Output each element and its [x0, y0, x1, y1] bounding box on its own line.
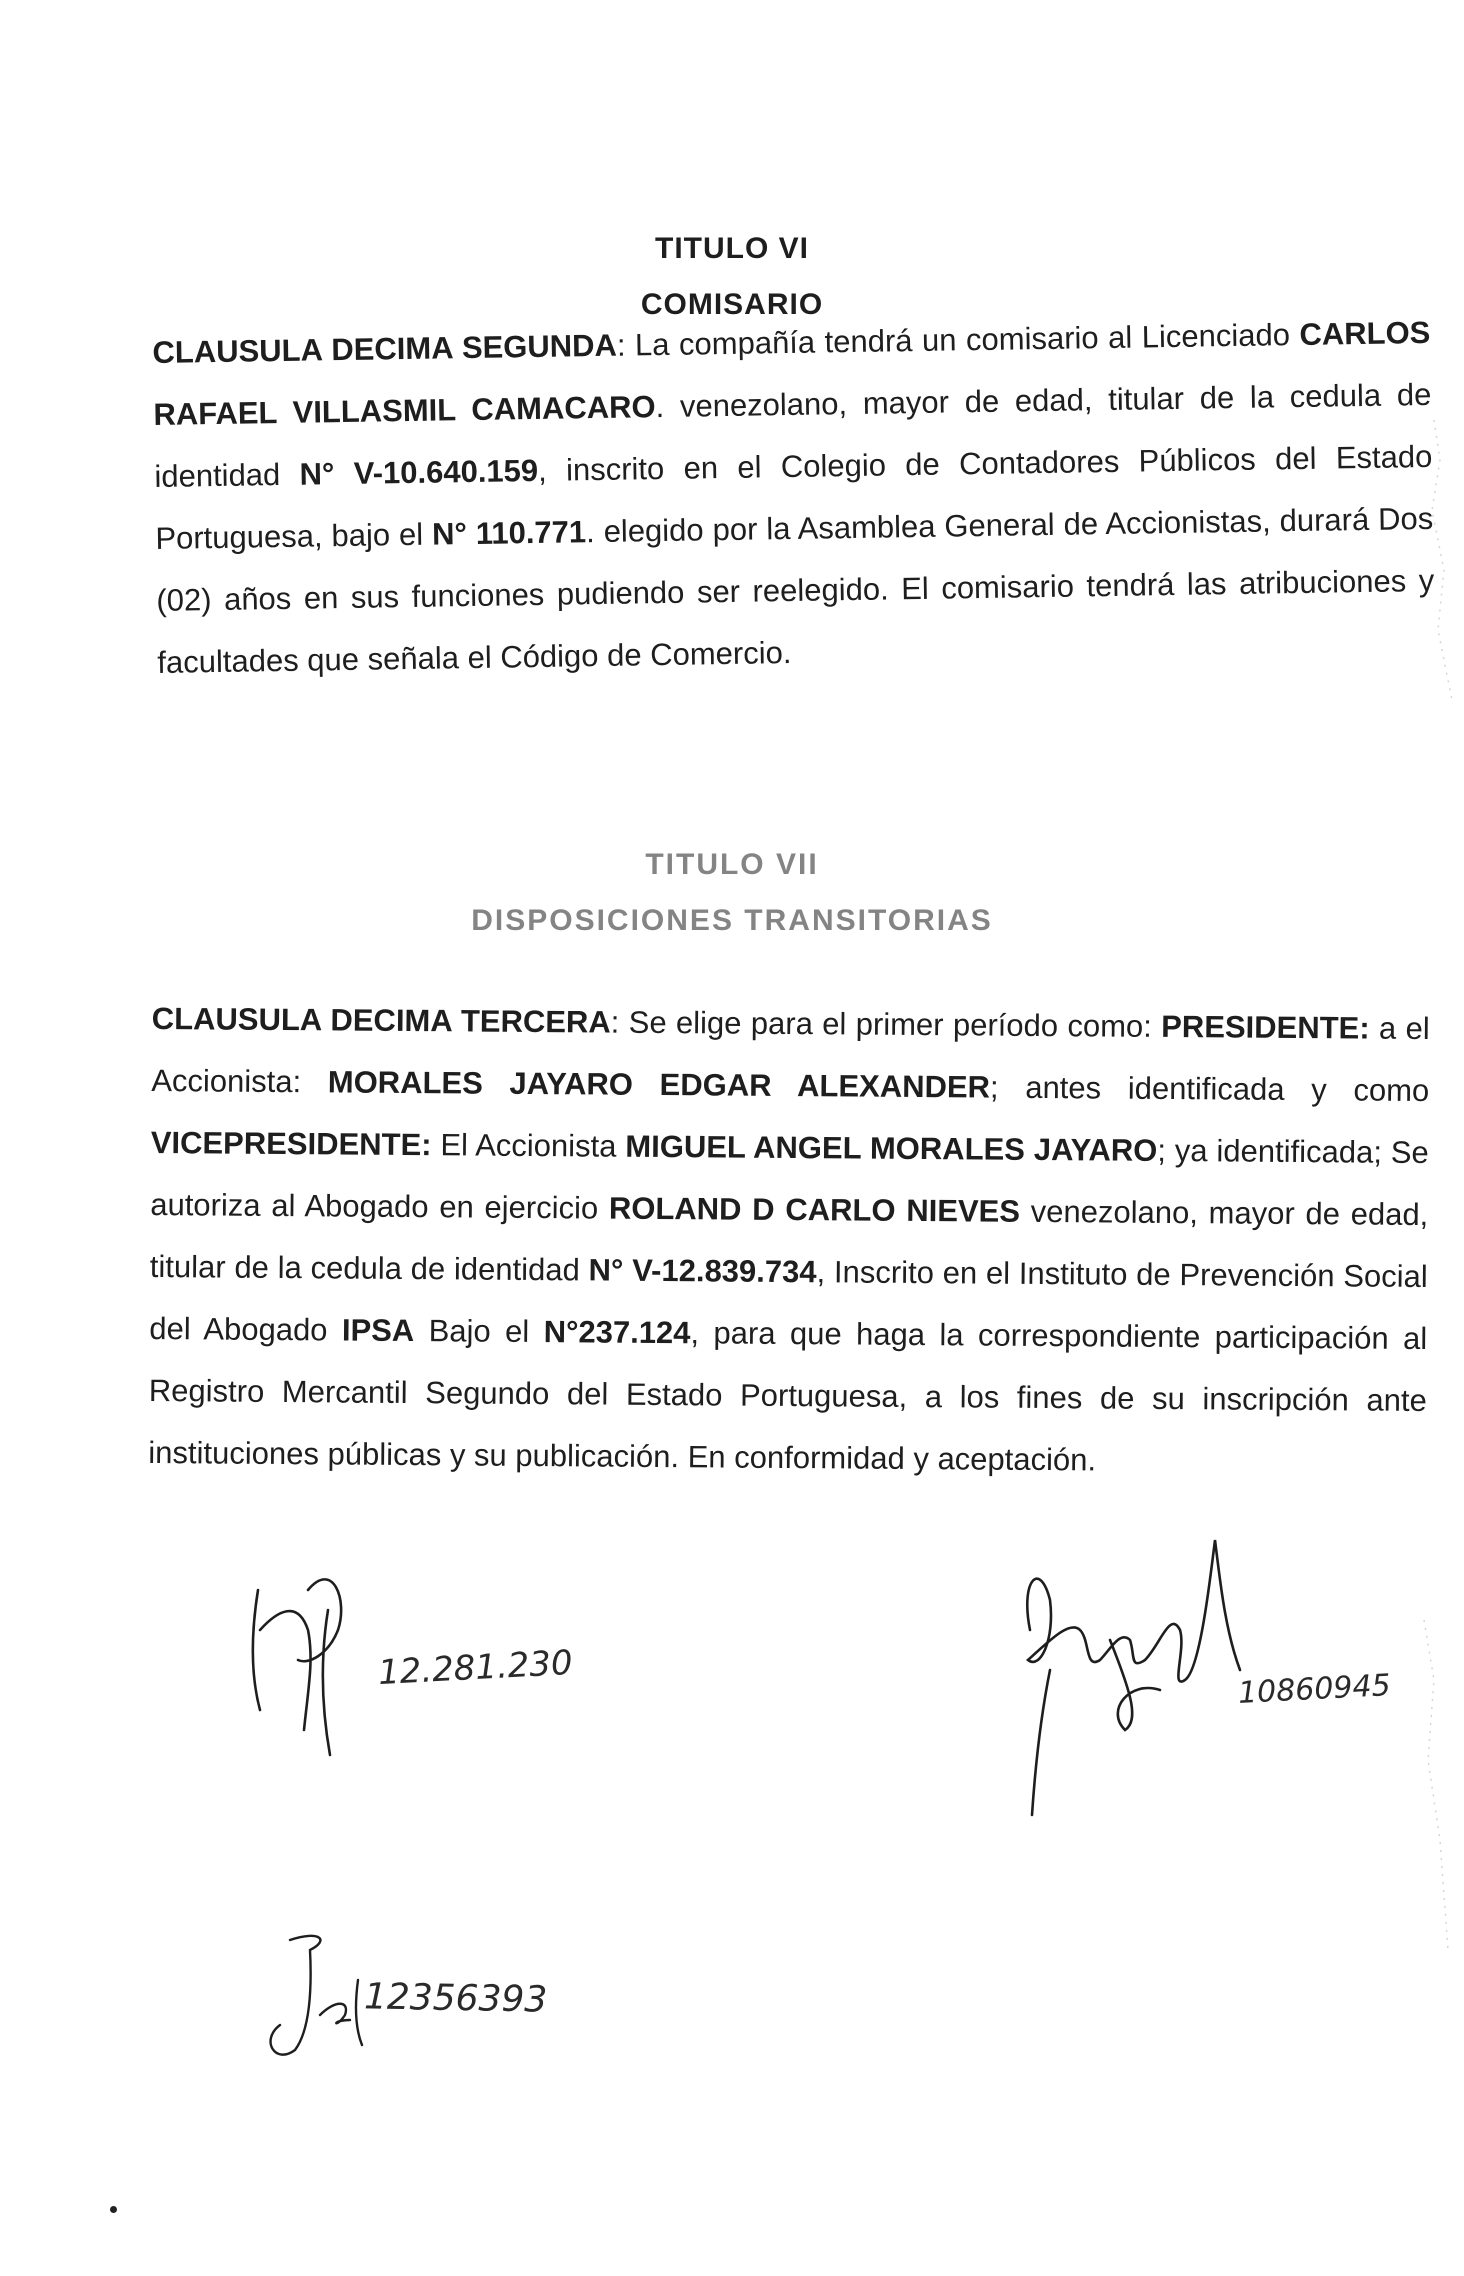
- title-7-subheading: DISPOSICIONES TRANSITORIAS: [471, 904, 993, 937]
- clause-13-text-8: Bajo el: [414, 1313, 544, 1350]
- scan-edge-speckle: [1404, 420, 1464, 720]
- left-signature-number: 12.281.230: [377, 1642, 574, 1694]
- president-role: PRESIDENTE:: [1161, 1008, 1370, 1046]
- bottom-signature-scribble: [250, 1920, 380, 2070]
- clause-12-label: CLAUSULA DECIMA SEGUNDA: [152, 327, 618, 370]
- clause-12-text-2: . venezolano, mayor de edad, titular de la cedula de identidad: [154, 376, 1432, 494]
- title-7-heading: TITULO VII: [645, 848, 819, 881]
- vice-president-name: MIGUEL ANGEL MORALES JAYARO: [625, 1128, 1158, 1168]
- clause-13-text-3: ; antes identificada y como: [989, 1069, 1430, 1109]
- clause-13-paragraph: [148, 988, 1430, 1494]
- commissioner-name: CARLOS RAFAEL VILLASMIL CAMACARO: [153, 314, 1431, 432]
- clause-13-text-1: : Se elige para el primer período como:: [610, 1004, 1162, 1044]
- clause-13-text-4: El Accionista: [431, 1127, 626, 1164]
- bottom-signature: [250, 1920, 380, 2070]
- vice-president-role: VICEPRESIDENTE:: [150, 1124, 432, 1163]
- scan-edge-speckle-lower: [1404, 1620, 1464, 1960]
- ipsa-label: IPSA: [341, 1312, 415, 1349]
- right-signature: [1010, 1520, 1270, 1820]
- clause-13-text-7: , Inscrito en el Instituto de Prevención Social del Abogado: [149, 1254, 1428, 1348]
- ipsa-number: N°237.124: [543, 1314, 691, 1351]
- clause-13-text-9: , para que haga la correspondiente participación al Registro Mercantil Segundo del Estado Portuguesa, a los fines de su inscripción ante instituciones públicas y su publicación. En conformidad y aceptación.: [148, 1315, 1428, 1478]
- clause-13-text-5: ; ya identificada; Se autoriza al Abogado en ejercicio: [150, 1132, 1429, 1226]
- clause-13-label: CLAUSULA DECIMA TERCERA: [151, 1000, 611, 1040]
- right-signature-scribble: [1010, 1520, 1270, 1820]
- commissioner-registry: N° 110.771: [431, 514, 587, 552]
- bottom-signature-number: 12356393: [363, 1976, 548, 2021]
- clause-12-text-1: : La compañía tendrá un comisario al Licenciado: [616, 316, 1300, 363]
- commissioner-id: N° V-10.640.159: [299, 452, 539, 492]
- clause-12-text-3: , inscrito en el Colegio de Contadores Públicos del Estado Portuguesa, bajo el: [155, 438, 1433, 556]
- lawyer-id: N° V-12.839.734: [588, 1252, 817, 1290]
- right-signature-number: 10860945: [1237, 1668, 1392, 1711]
- stray-mark: [110, 2206, 117, 2213]
- clause-12-text-4: . elegido por la Asamblea General de Accionistas, durará Dos (02) años en sus funciones pudiendo ser reelegido. El comisario tendrá las atribuciones y facultades que señala el Código de Comercio.: [156, 500, 1435, 680]
- clause-13-text-2: a el Accionista:: [151, 1010, 1430, 1100]
- title-6-heading: TITULO VI: [655, 232, 809, 265]
- lawyer-name: ROLAND D CARLO NIEVES: [608, 1190, 1021, 1229]
- title-6-subheading: COMISARIO: [640, 288, 824, 321]
- clause-12-paragraph: [152, 302, 1436, 694]
- clause-13-text-6: venezolano, mayor de edad, titular de la cedula de identidad: [149, 1193, 1429, 1288]
- president-name: MORALES JAYARO EDGAR ALEXANDER: [327, 1064, 991, 1105]
